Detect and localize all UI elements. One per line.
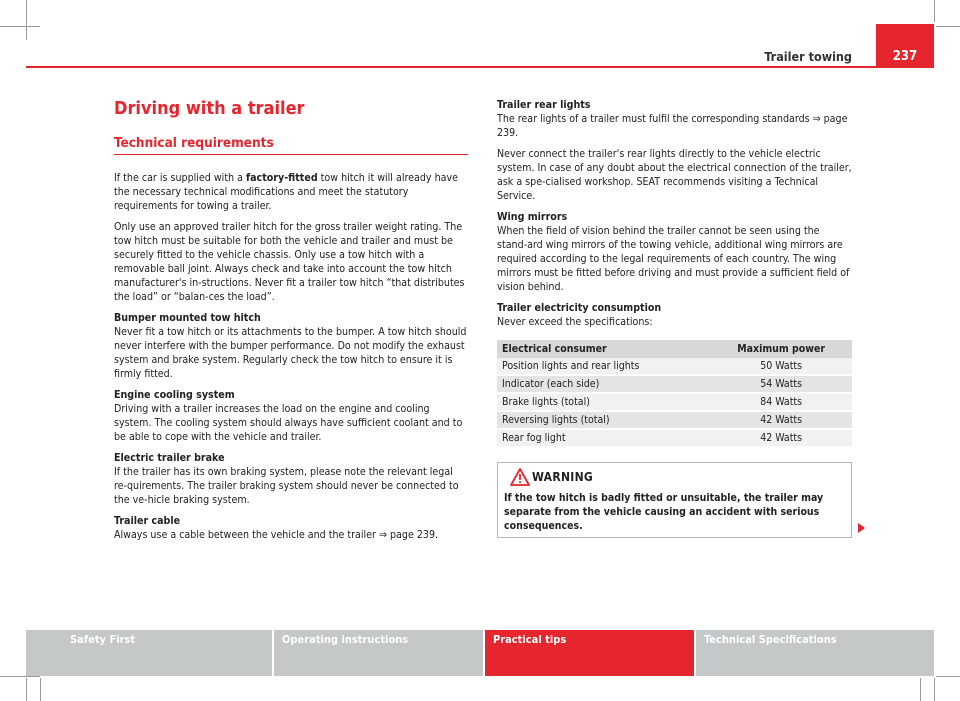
intro-text-end: tow hitch it will already have the necessary technical modifications and meet the statutory requirements for towing a trailer. bbox=[114, 172, 458, 212]
right-column bbox=[497, 98, 852, 538]
hitch-paragraph: Only use an approved trailer hitch for the gross trailer weight rating. The tow hitch must be suitable for both the vehicle and trailer and must be securely fitted to the vehicle chassis. Only use a tow hitch with a removable ball joint. Always check and take into account the tow hitch manufacturer's in-structions. Never fit a trailer tow hitch “that distributes the load” or “balan-ces the load”. bbox=[114, 221, 465, 303]
section-text: Never exceed the specifications: bbox=[497, 316, 653, 328]
crop-mark bbox=[934, 0, 935, 22]
table-header-power: Maximum power bbox=[710, 340, 852, 358]
crop-mark bbox=[26, 678, 27, 701]
tab-label: Practical tips bbox=[493, 633, 567, 646]
section-title: Technical requirements bbox=[114, 135, 468, 155]
section-heading: Bumper mounted tow hitch bbox=[114, 312, 261, 324]
table-cell: 42 Watts bbox=[710, 411, 852, 429]
crop-mark bbox=[934, 678, 935, 701]
section-heading: Trailer cable bbox=[114, 515, 181, 527]
table-cell: Reversing lights (total) bbox=[497, 411, 710, 429]
table-cell: 84 Watts bbox=[710, 393, 852, 411]
section-text: Never fit a tow hitch or its attachments to the bumper. A tow hitch should never interfere with the bumper performance. Do not modify the exhaust system and brake system. Regularly check the tow hitch to ensure it is firmly fitted. bbox=[114, 326, 467, 380]
tab-label: Operating instructions bbox=[282, 633, 409, 646]
section-heading: Trailer rear lights bbox=[497, 99, 591, 111]
crop-mark bbox=[936, 26, 960, 27]
left-column bbox=[114, 98, 468, 549]
section-text: Never connect the trailer's rear lights directly to the vehicle electric system. In case of any doubt about the electrical connection of the trailer, ask a spe-cialised workshop. SEAT recommends visiting a Technical Service. bbox=[497, 148, 852, 202]
tab-technical-specifications[interactable] bbox=[696, 630, 934, 676]
table-cell: Indicator (each side) bbox=[497, 375, 710, 393]
running-header-title: Trailer towing bbox=[764, 49, 852, 64]
warning-text: If the tow hitch is badly fitted or unsuitable, the trailer may separate from the vehicle causing an accident with serious consequences. bbox=[504, 492, 824, 532]
tab-safety-first[interactable] bbox=[26, 630, 272, 676]
intro-text-bold: factory-fitted bbox=[245, 172, 318, 184]
table-cell: Rear fog light bbox=[497, 429, 710, 447]
table-header-row bbox=[497, 340, 852, 358]
table-row bbox=[497, 429, 852, 447]
power-table bbox=[497, 340, 852, 448]
crop-mark bbox=[0, 676, 40, 677]
table-row bbox=[497, 393, 852, 411]
section-text: Always use a cable between the vehicle and the trailer ⇒ page 239. bbox=[114, 529, 439, 541]
section-text: When the field of vision behind the trailer cannot be seen using the stand-ard wing mirrors of the towing vehicle, additional wing mirrors are required according to the legal requirements of each country. The wing mirrors must be fitted before driving and must provide a sufficient field of vision behind. bbox=[497, 225, 850, 293]
section-heading: Engine cooling system bbox=[114, 389, 235, 401]
table-cell: Brake lights (total) bbox=[497, 393, 710, 411]
section-heading: Wing mirrors bbox=[497, 211, 568, 223]
crop-mark bbox=[26, 0, 27, 40]
table-header-consumer: Electrical consumer bbox=[497, 340, 710, 358]
tab-practical-tips[interactable] bbox=[485, 630, 694, 676]
section-tabs bbox=[26, 630, 934, 676]
section-text: Driving with a trailer increases the load on the engine and cooling system. The cooling system should always have sufficient coolant and to be able to cope with the vehicle and trailer. bbox=[114, 403, 463, 443]
crop-mark bbox=[920, 678, 921, 701]
section-heading: Electric trailer brake bbox=[114, 452, 225, 464]
intro-paragraph bbox=[114, 171, 468, 213]
chapter-title: Driving with a trailer bbox=[114, 98, 305, 119]
crop-mark bbox=[0, 26, 40, 27]
table-row bbox=[497, 358, 852, 375]
section-heading: Trailer electricity consumption bbox=[497, 302, 662, 314]
table-cell: 42 Watts bbox=[710, 429, 852, 447]
crop-mark bbox=[936, 676, 960, 677]
tab-operating-instructions[interactable] bbox=[274, 630, 483, 676]
tab-label: Technical Specifications bbox=[704, 633, 837, 646]
page-number-box bbox=[876, 24, 934, 67]
warning-triangle-icon bbox=[510, 468, 530, 486]
tab-label: Safety First bbox=[70, 633, 136, 646]
page-number: 237 bbox=[892, 49, 918, 64]
header-rule bbox=[26, 66, 934, 68]
table-cell: 50 Watts bbox=[710, 358, 852, 375]
table-row bbox=[497, 375, 852, 393]
table-row bbox=[497, 411, 852, 429]
warning-label: WARNING bbox=[532, 470, 594, 484]
continue-arrow-icon bbox=[858, 523, 865, 533]
intro-text-start: If the car is supplied with a bbox=[114, 172, 246, 184]
warning-box bbox=[497, 462, 852, 538]
crop-mark bbox=[40, 678, 41, 701]
warning-header bbox=[498, 463, 851, 491]
table-cell: 54 Watts bbox=[710, 375, 852, 393]
section-text: The rear lights of a trailer must fulfil the corresponding standards ⇒ page 239. bbox=[497, 113, 848, 139]
table-cell: Position lights and rear lights bbox=[497, 358, 710, 375]
section-text: If the trailer has its own braking system, please note the relevant legal re-quirements. The trailer braking system should never be connected to the ve-hicle braking system. bbox=[114, 466, 459, 506]
